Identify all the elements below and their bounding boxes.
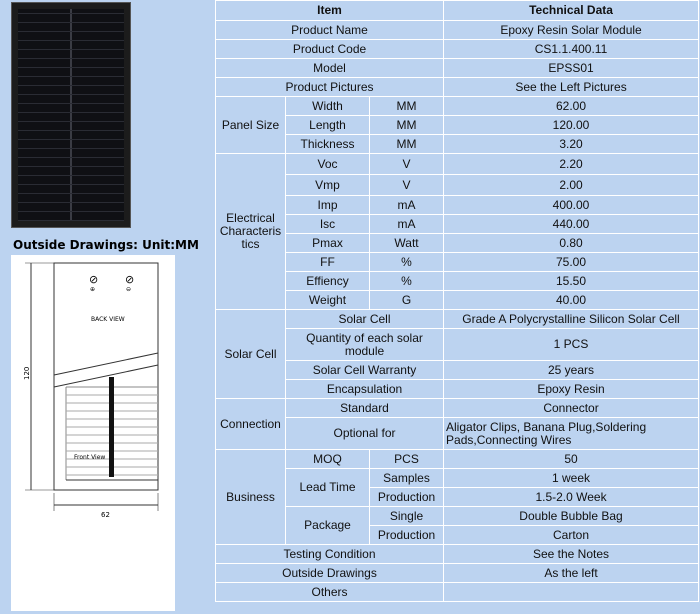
left-column	[0, 0, 212, 614]
row-value	[444, 583, 699, 602]
row-value: CS1.1.400.11	[444, 40, 699, 59]
group-label-solar-cell: Solar Cell	[216, 310, 286, 399]
row-label: Model	[216, 59, 444, 78]
param-name: Voc	[286, 154, 370, 175]
param-value: 15.50	[444, 272, 699, 291]
param-value: Aligator Clips, Banana Plug,Soldering Pads,Connecting Wires	[444, 418, 699, 450]
table-row	[216, 583, 699, 602]
row-value: EPSS01	[444, 59, 699, 78]
param-unit: V	[370, 175, 444, 196]
param-unit: Watt	[370, 234, 444, 253]
param-unit: V	[370, 154, 444, 175]
table-row	[216, 291, 699, 310]
param-value: Epoxy Resin	[444, 380, 699, 399]
param-value: 40.00	[444, 291, 699, 310]
svg-text:⊘: ⊘	[89, 273, 99, 286]
table-row	[216, 450, 699, 469]
svg-text:⊕: ⊕	[90, 286, 96, 293]
table-row	[216, 469, 699, 488]
table-row	[216, 175, 699, 196]
svg-text:⊘: ⊘	[125, 273, 135, 286]
param-value: Carton	[444, 526, 699, 545]
row-label: Product Code	[216, 40, 444, 59]
table-row	[216, 399, 699, 418]
outside-drawing	[11, 255, 175, 611]
table-row	[216, 545, 699, 564]
param-name: Imp	[286, 196, 370, 215]
param-unit: %	[370, 253, 444, 272]
param-name: Vmp	[286, 175, 370, 196]
group-label-connection: Connection	[216, 399, 286, 450]
param-name: Quantity of each solar module	[286, 329, 444, 361]
svg-text:⊖: ⊖	[126, 286, 132, 293]
table-row	[216, 135, 699, 154]
param-value: 2.00	[444, 175, 699, 196]
table-row	[216, 59, 699, 78]
table-row	[216, 380, 699, 399]
param-name: Effiency	[286, 272, 370, 291]
param-value: 2.20	[444, 154, 699, 175]
row-value: See the Notes	[444, 545, 699, 564]
param-name: Optional for	[286, 418, 444, 450]
param-value: 25 years	[444, 361, 699, 380]
param-unit: G	[370, 291, 444, 310]
back-view-label: BACK VIEW	[91, 316, 125, 323]
header-technical-data: Technical Data	[444, 1, 699, 21]
param-name: Solar Cell	[286, 310, 444, 329]
param-unit: MM	[370, 135, 444, 154]
param-name: MOQ	[286, 450, 370, 469]
row-label: Outside Drawings	[216, 564, 444, 583]
param-value: 0.80	[444, 234, 699, 253]
param-value: 75.00	[444, 253, 699, 272]
center-bar	[109, 377, 114, 477]
width-dimension: 62	[101, 511, 110, 519]
row-value: As the left	[444, 564, 699, 583]
solar-cells-pattern	[18, 9, 124, 221]
table-row	[216, 329, 699, 361]
table-row	[216, 196, 699, 215]
header-item: Item	[216, 1, 444, 21]
spec-table	[215, 0, 699, 602]
row-value: See the Left Pictures	[444, 78, 699, 97]
param-subname: Samples	[370, 469, 444, 488]
table-row	[216, 97, 699, 116]
param-value: Connector	[444, 399, 699, 418]
table-row	[216, 21, 699, 40]
param-subname: Single	[370, 507, 444, 526]
param-value: 120.00	[444, 116, 699, 135]
table-row	[216, 564, 699, 583]
table-row	[216, 253, 699, 272]
param-unit: MM	[370, 97, 444, 116]
param-name: Thickness	[286, 135, 370, 154]
table-row	[216, 215, 699, 234]
param-value: 1 PCS	[444, 329, 699, 361]
row-value: Epoxy Resin Solar Module	[444, 21, 699, 40]
table-row	[216, 507, 699, 526]
table-row	[216, 418, 699, 450]
table-header-row	[216, 1, 699, 21]
param-unit: mA	[370, 215, 444, 234]
param-name: FF	[286, 253, 370, 272]
row-label: Product Pictures	[216, 78, 444, 97]
table-row	[216, 272, 699, 291]
param-value: Double Bubble Bag	[444, 507, 699, 526]
param-subname: Production	[370, 526, 444, 545]
param-name: Pmax	[286, 234, 370, 253]
param-unit: %	[370, 272, 444, 291]
param-name: Standard	[286, 399, 444, 418]
param-value: 62.00	[444, 97, 699, 116]
drawing-svg	[11, 255, 175, 611]
param-unit: PCS	[370, 450, 444, 469]
table-row	[216, 40, 699, 59]
param-value: 3.20	[444, 135, 699, 154]
table-row	[216, 361, 699, 380]
param-name: Weight	[286, 291, 370, 310]
solar-panel-photo	[11, 2, 131, 228]
param-value: 440.00	[444, 215, 699, 234]
param-value: 1.5-2.0 Week	[444, 488, 699, 507]
param-value: Grade A Polycrystalline Silicon Solar Cell	[444, 310, 699, 329]
front-view-label: Front View	[74, 454, 106, 461]
param-name: Length	[286, 116, 370, 135]
table-row	[216, 116, 699, 135]
param-value: 400.00	[444, 196, 699, 215]
param-value: 1 week	[444, 469, 699, 488]
param-value: 50	[444, 450, 699, 469]
row-label: Others	[216, 583, 444, 602]
table-row	[216, 78, 699, 97]
group-label-electrical: Electrical Characteris tics	[216, 154, 286, 310]
row-label: Product Name	[216, 21, 444, 40]
param-name: Solar Cell Warranty	[286, 361, 444, 380]
param-name: Isc	[286, 215, 370, 234]
param-name: Lead Time	[286, 469, 370, 507]
height-dimension: 120	[23, 366, 31, 380]
param-name: Width	[286, 97, 370, 116]
row-label: Testing Condition	[216, 545, 444, 564]
drawings-label: Outside Drawings: Unit:MM	[13, 238, 199, 252]
param-name: Encapsulation	[286, 380, 444, 399]
param-unit: MM	[370, 116, 444, 135]
group-label-panel-size: Panel Size	[216, 97, 286, 154]
param-subname: Production	[370, 488, 444, 507]
table-row	[216, 154, 699, 175]
group-label-business: Business	[216, 450, 286, 545]
table-row	[216, 310, 699, 329]
param-name: Package	[286, 507, 370, 545]
table-row	[216, 234, 699, 253]
param-unit: mA	[370, 196, 444, 215]
